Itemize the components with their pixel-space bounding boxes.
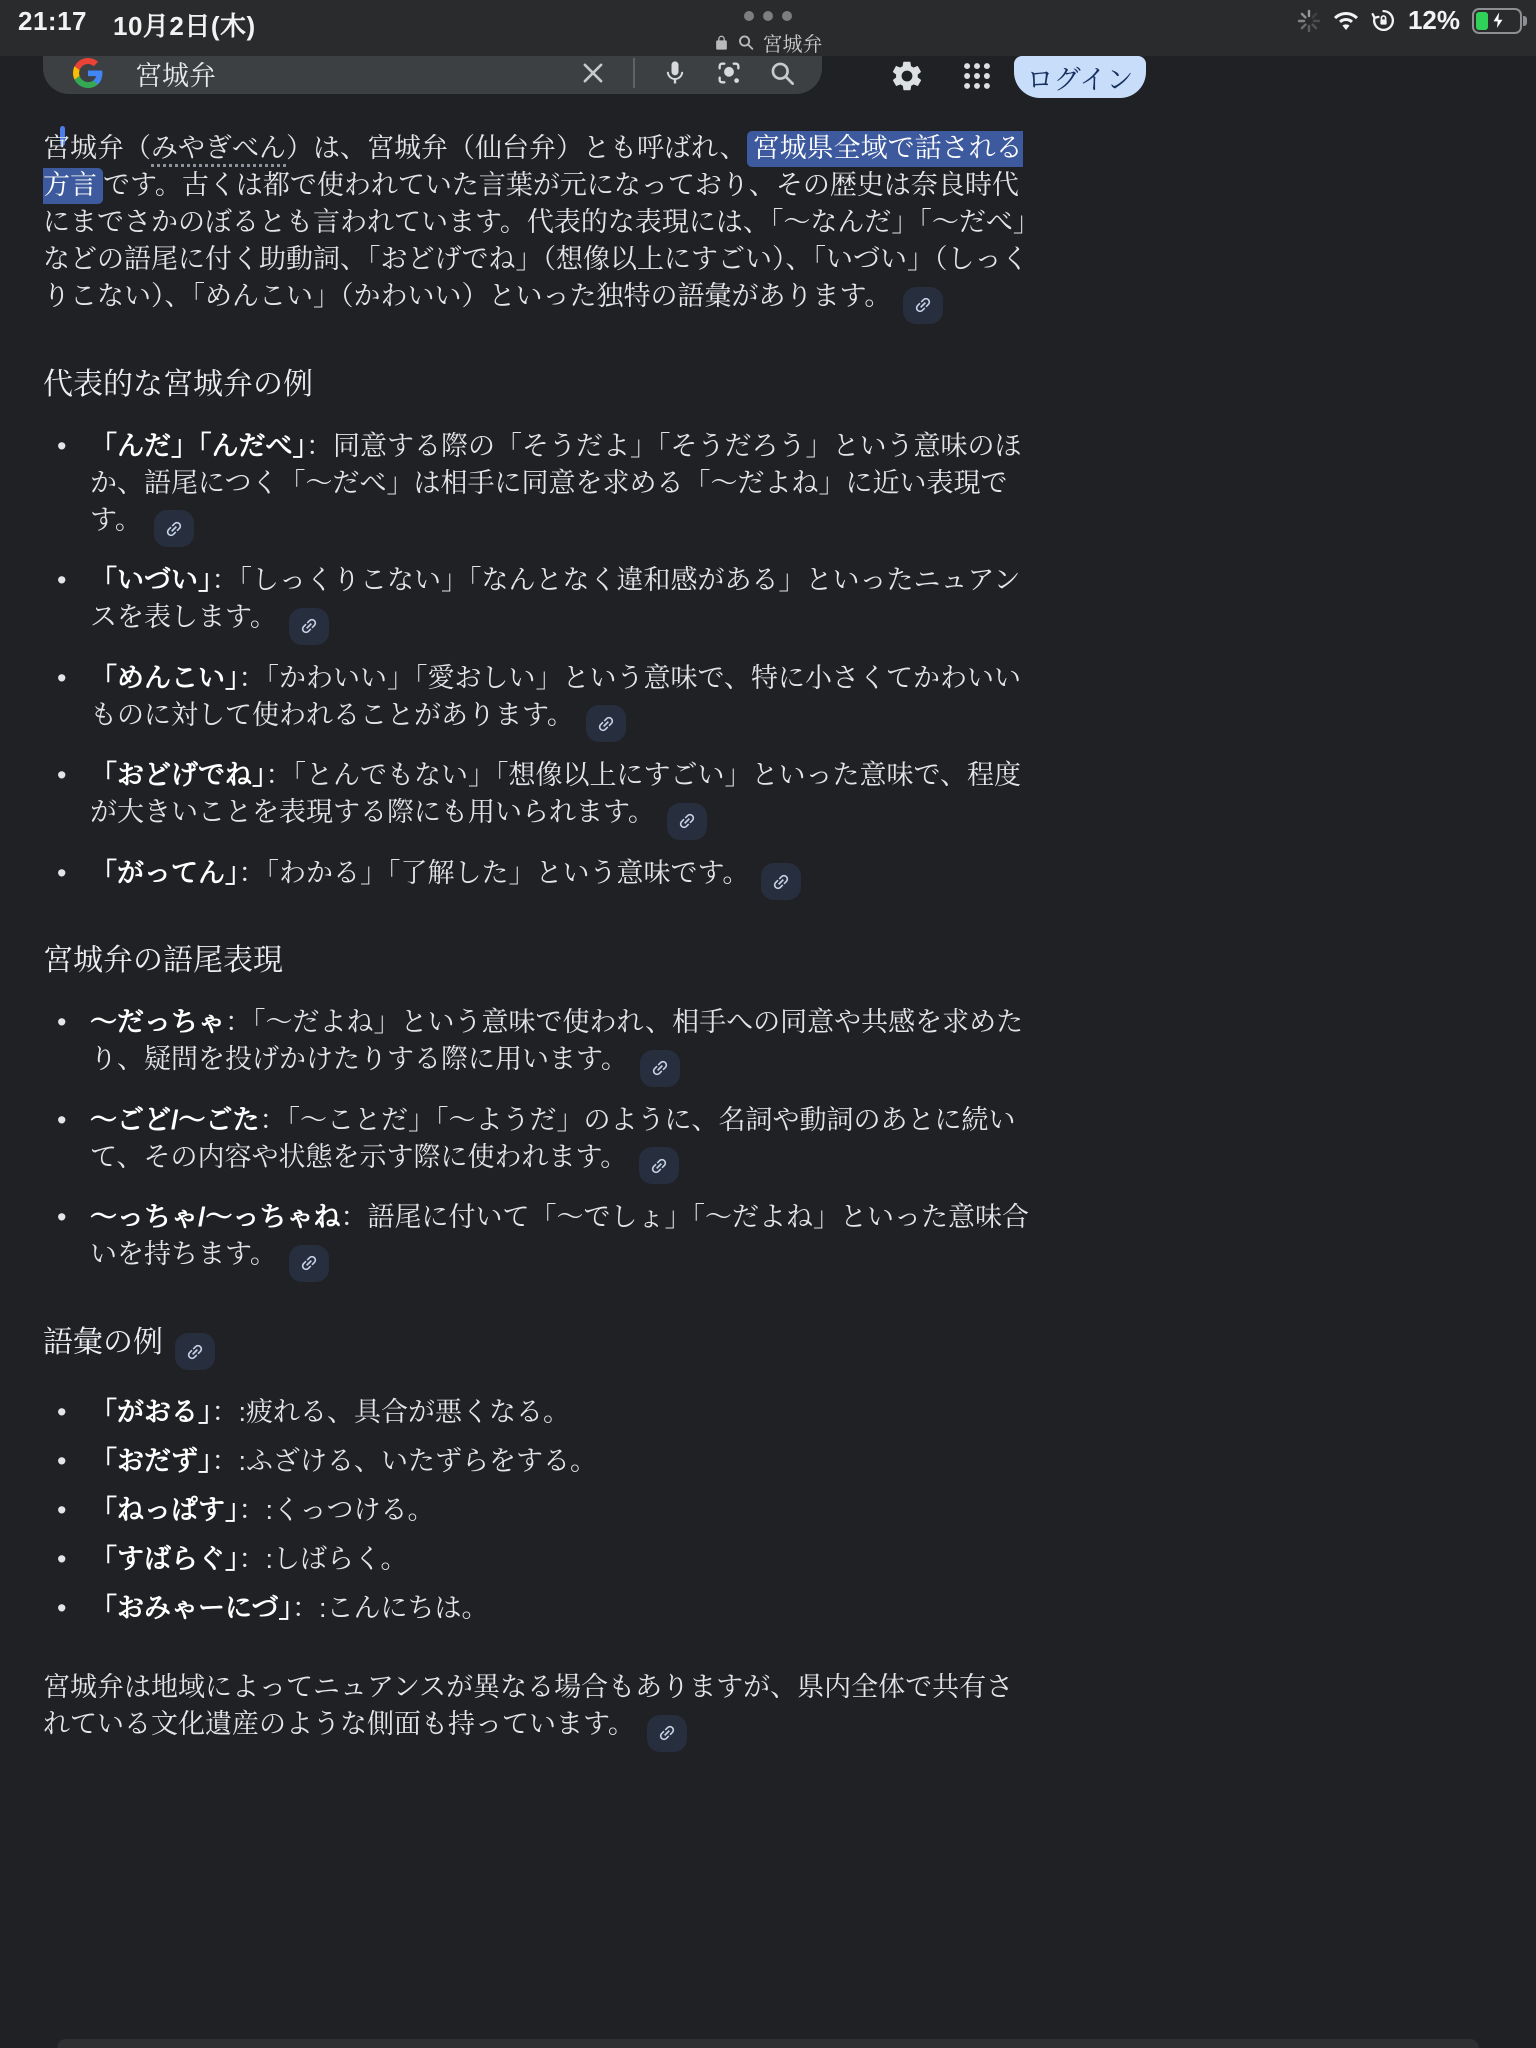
address-bar[interactable] [714, 28, 823, 57]
spinner-icon [1297, 9, 1321, 33]
source-link-button[interactable] [640, 1050, 680, 1087]
definition: 語尾に付いて「〜でしょ」「〜だよね」といった意味合いを持ちます。 [90, 1202, 1030, 1269]
term: 「おどげでね」 [90, 760, 266, 790]
clock-date [18, 6, 256, 43]
term: 「おだず」 [90, 1446, 212, 1476]
search-icon [738, 34, 755, 51]
source-link-button[interactable] [647, 1715, 687, 1752]
battery-percent: 12% [1407, 5, 1460, 35]
section-heading: 語彙の例 [43, 1324, 1035, 1371]
term: 「がってん」 [90, 857, 239, 888]
section-heading: 代表的な宮城弁の例 [43, 367, 313, 401]
clock: 21:17 [18, 6, 87, 36]
source-link-button[interactable] [154, 510, 194, 547]
lens-icon[interactable] [715, 59, 743, 87]
term: 「めんこい」 [90, 662, 239, 693]
definition: :こんにちは。 [318, 1593, 489, 1623]
source-link-button[interactable] [175, 1333, 215, 1370]
apps-grid-icon [960, 59, 994, 93]
battery-icon [1472, 8, 1522, 34]
outro-text: 宮城弁は地域によってニュアンスが異なる場合もありますが、県内全体で共有されている文化遺産のような側面も持っています。 [43, 1672, 1014, 1739]
intro-text: です。古くは都で使われていた言葉が元になっており、その歴史は奈良時代にまでさかのぼるとも言われています。代表的な表現には、「〜なんだ」「〜だべ」などの語尾に付く助動詞、「おどげでね」（想像以上にすごい）、「いづい」（しっくりこない）、「めんこい」（かわいい）といった独特の語彙があります。 [43, 170, 1029, 311]
source-link-button[interactable] [289, 608, 329, 645]
search-icon[interactable] [769, 60, 796, 87]
list-item: • 「んだ」「んだべ」：同意する際の「そうだよ」「そうだろう」という意味のほか、語尾につく「〜だべ」は相手に同意を求める「〜だよね」に近い表現です。 [43, 428, 1035, 548]
list-item: • 「がってん」：「わかる」「了解した」という意味です。 [43, 855, 1035, 901]
lock-icon [714, 34, 730, 52]
rotation-lock-icon [1371, 8, 1396, 33]
intro-paragraph [43, 130, 1035, 324]
term: 「んだ」「んだべ」 [90, 430, 306, 461]
suffix-list [43, 1004, 1035, 1282]
status-icons [1297, 5, 1522, 36]
search-bar[interactable] [43, 56, 822, 94]
definition: :疲れる、具合が悪くなる。 [238, 1397, 571, 1427]
intro-text: 宮城弁（ [43, 133, 151, 163]
date: 10月2日(木) [113, 11, 256, 41]
term: 「すばらぐ」 [90, 1544, 239, 1574]
next-card-edge [57, 2039, 1479, 2048]
list-item: • 「がおる」：:疲れる、具合が悪くなる。 [43, 1394, 1035, 1431]
section-heading: 宮城弁の語尾表現 [43, 944, 283, 977]
settings-button[interactable] [884, 56, 930, 96]
definition: 「〜だよね」という意味で使われ、相手への同意や共感を求めたり、疑問を投げかけたりする際に用います。 [90, 1007, 1024, 1074]
list-item: • 「おどげでね」：「とんでもない」「想像以上にすごい」といった意味で、程度が大きいことを表現する際にも用いられます。 [43, 757, 1035, 840]
multitask-indicator-icon[interactable] [744, 11, 792, 21]
list-item: • 〜だっちゃ：「〜だよね」という意味で使われ、相手への同意や共感を求めたり、疑問を投げかけたりする際に用います。 [43, 1004, 1035, 1087]
search-query[interactable]: 宮城弁 [135, 60, 216, 91]
term: 「がおる」 [90, 1397, 212, 1427]
source-link-button[interactable] [667, 803, 707, 840]
term: 〜ごど/〜ごた [90, 1104, 260, 1135]
list-item: • 「おだず」：:ふざける、いたずらをする。 [43, 1443, 1035, 1480]
clear-icon[interactable] [579, 59, 607, 87]
login-button[interactable]: ログイン [1014, 56, 1146, 98]
list-item: • 「おみゃーにづ」：:こんにちは。 [43, 1590, 1035, 1627]
definition: 「かわいい」「愛おしい」という意味で、特に小さくてかわいいものに対して使われることがあります。 [90, 662, 1021, 730]
definition: :くっつける。 [265, 1495, 435, 1525]
status-bar [0, 0, 1536, 56]
list-item: • 〜ごど/〜ごた：「〜ことだ」「〜ようだ」のように、名詞や動詞のあとに続いて、その内容や状態を示す際に使われます。 [43, 1102, 1035, 1185]
wifi-icon [1333, 9, 1359, 33]
definition: 「〜ことだ」「〜ようだ」のように、名詞や動詞のあとに続いて、その内容や状態を示す際に使われます。 [90, 1104, 1016, 1172]
term: 〜だっちゃ [90, 1007, 225, 1037]
term: 「いづい」 [90, 565, 212, 595]
definition: :しばらく。 [265, 1544, 408, 1574]
source-link-button[interactable] [761, 863, 801, 900]
mic-icon[interactable] [661, 59, 689, 87]
list-item: • 「ねっぱす」：:くっつける。 [43, 1492, 1035, 1529]
definition: 同意する際の「そうだよ」「そうだろう」という意味のほか、語尾につく「〜だべ」は相手に同意を求める「〜だよね」に近い表現です。 [90, 430, 1022, 535]
list-item: • 「すばらぐ」：:しばらく。 [43, 1541, 1035, 1578]
definition: 「しっくりこない」「なんとなく違和感がある」といったニュアンスを表します。 [90, 565, 1021, 632]
source-link-button[interactable] [903, 287, 943, 324]
intro-reading: みやぎべん [151, 133, 286, 167]
vocabulary-list [43, 1394, 1035, 1627]
definition: :ふざける、いたずらをする。 [238, 1446, 598, 1476]
highlighted-answer: 宮城県全域で話される方言 [43, 131, 1023, 204]
definition: 「わかる」「了解した」という意味です。 [265, 857, 750, 888]
source-link-button[interactable] [289, 1245, 329, 1282]
list-item: • 〜っちゃ/〜っちゃね：語尾に付いて「〜でしょ」「〜だよね」といった意味合いを持ちます。 [43, 1199, 1035, 1282]
definition: 「とんでもない」「想像以上にすごい」といった意味で、程度が大きいことを表現する際にも用いられます。 [90, 760, 1021, 827]
term: 「おみゃーにづ」 [90, 1593, 292, 1623]
term: 「ねっぱす」 [90, 1495, 239, 1525]
source-link-button[interactable] [586, 705, 626, 742]
example-list [43, 428, 1035, 901]
address-query: 宮城弁 [762, 34, 823, 56]
settings-icon [889, 58, 925, 94]
result-content [43, 130, 1035, 1752]
google-apps-button[interactable] [954, 56, 1000, 96]
divider [633, 58, 635, 88]
intro-text: ）は、宮城弁（仙台弁）とも呼ばれ、 [286, 133, 747, 163]
list-item: • 「めんこい」：「かわいい」「愛おしい」という意味で、特に小さくてかわいいものに対して使われることがあります。 [43, 660, 1035, 743]
google-logo-icon [73, 58, 103, 88]
term: 〜っちゃ/〜っちゃね [90, 1202, 341, 1232]
source-link-button[interactable] [639, 1147, 679, 1184]
list-item: • 「いづい」：「しっくりこない」「なんとなく違和感がある」といったニュアンスを表します。 [43, 562, 1035, 645]
outro-paragraph [43, 1669, 1035, 1752]
